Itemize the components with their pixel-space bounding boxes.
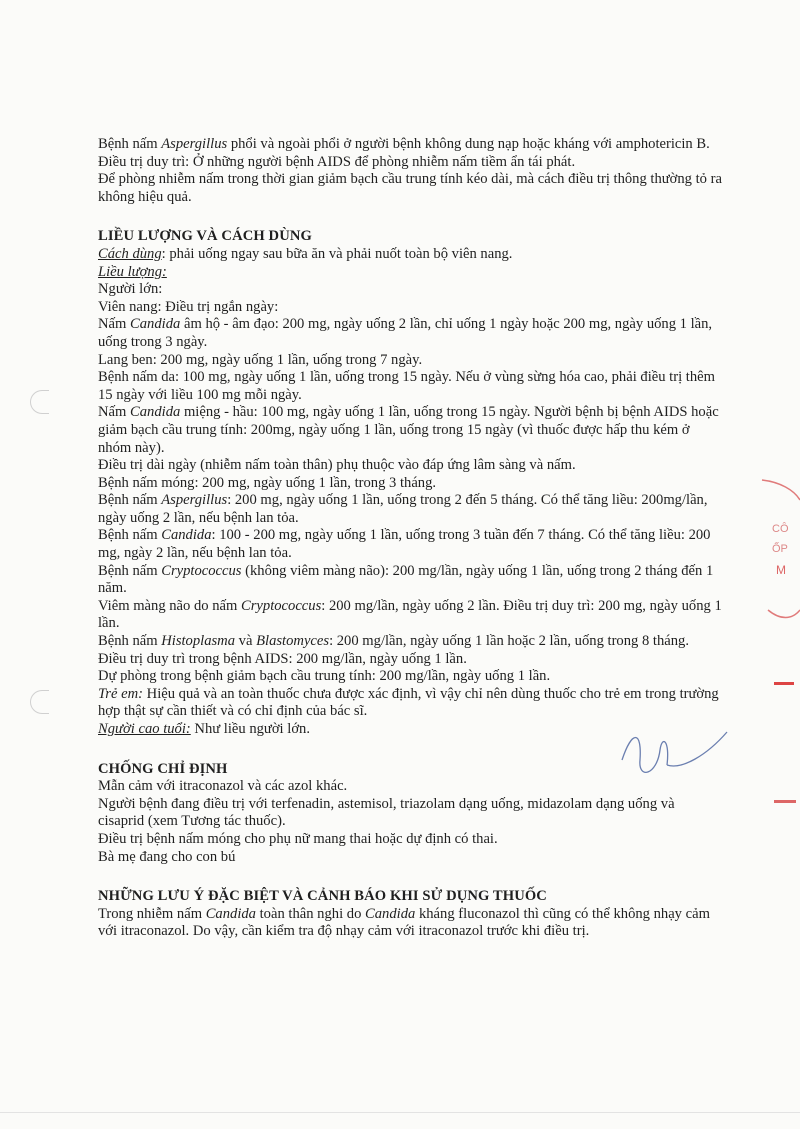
paragraph xyxy=(98,563,723,598)
dosage-heading: LIỀU LƯỢNG VÀ CÁCH DÙNG xyxy=(98,228,312,245)
paragraph xyxy=(98,154,723,172)
paragraph xyxy=(98,352,723,370)
text-run: Candida xyxy=(205,905,256,922)
paragraph xyxy=(98,633,723,651)
text-run: Candida xyxy=(130,316,181,333)
paragraph xyxy=(98,316,723,351)
text-run: toàn thân nghi do xyxy=(255,905,366,922)
text-run: phổi và ngoài phổi ở người bệnh không dung nạp hoặc kháng với amphotericin B. xyxy=(227,136,710,152)
text-run: Cryptococcus xyxy=(241,597,322,614)
svg-text:CÔ: CÔ xyxy=(772,523,789,535)
text-run: Nấm xyxy=(98,404,131,421)
text-run: Nấm xyxy=(98,316,131,333)
punch-hole-top xyxy=(30,390,49,414)
paragraph xyxy=(98,598,723,633)
svg-text:M: M xyxy=(776,563,786,577)
text-run: Dự phòng trong bệnh giảm bạch cầu trung tính: 200 mg/lần, ngày uống 1 lần. xyxy=(98,668,551,685)
text-run: Bà mẹ đang cho con bú xyxy=(98,848,236,865)
text-run: Người lớn: xyxy=(98,281,163,298)
warnings-section xyxy=(98,906,723,941)
text-run: Hiệu quả và an toàn thuốc chưa được xác định, vì vậy chỉ nên dùng thuốc cho trẻ em trong trường hợp thật sự cần thiết và có chỉ định của bác sĩ. xyxy=(98,685,719,720)
paragraph xyxy=(98,457,723,475)
paragraph xyxy=(98,796,723,831)
text-run: Trong nhiễm nấm xyxy=(98,905,206,922)
text-run: Người cao tuổi: xyxy=(98,721,191,737)
paragraph xyxy=(98,492,723,527)
document-page xyxy=(98,136,723,941)
signature-scribble xyxy=(612,720,732,790)
text-run: Liều lượng: xyxy=(98,263,167,280)
text-run: Bệnh nấm xyxy=(98,136,162,152)
text-run: Mẫn cảm với itraconazol và các azol khác. xyxy=(98,778,348,795)
text-run: Điều trị duy trì: Ở những người bệnh AIDS để phòng nhiễm nấm tiềm ẩn tái phát. xyxy=(98,153,576,170)
paragraph xyxy=(98,651,723,669)
text-run: Candida xyxy=(161,527,212,544)
svg-text:ỐP: ỐP xyxy=(772,543,788,555)
text-run: Điều trị bệnh nấm móng cho phụ nữ mang thai hoặc dự định có thai. xyxy=(98,830,498,847)
text-run: : 200 mg/lần, ngày uống 1 lần hoặc 2 lần, uống trong 8 tháng. xyxy=(329,633,689,650)
paragraph xyxy=(98,281,723,299)
text-run: Trẻ em: xyxy=(98,685,143,702)
dosage-section xyxy=(98,246,723,739)
text-run: Bệnh nấm da: 100 mg, ngày uống 1 lần, uống trong 15 ngày. Nếu ở vùng sừng hóa cao, phải điều trị thêm 15 ngày với liều 100 mg mỗi ngày. xyxy=(98,369,715,403)
paragraph xyxy=(98,264,723,282)
paragraph xyxy=(98,831,723,849)
text-run: Candida xyxy=(365,905,416,922)
text-run: Histoplasma xyxy=(161,633,236,650)
page-bottom-edge xyxy=(0,1112,800,1113)
indications-continued xyxy=(98,136,723,206)
text-run: Bệnh nấm xyxy=(98,633,162,650)
text-run: Cryptococcus xyxy=(161,562,242,579)
paragraph xyxy=(98,171,723,206)
text-run: Cách dùng xyxy=(98,245,162,262)
text-run: : 100 - 200 mg, ngày uống 1 lần, uống trong 3 tuần đến 7 tháng. Có thể tăng liều: 200 mg, ngày 2 lần, nếu bệnh lan tỏa. xyxy=(98,527,711,562)
paragraph xyxy=(98,299,723,317)
text-run: Bệnh nấm móng: 200 mg, ngày uống 1 lần, trong 3 tháng. xyxy=(98,474,437,491)
text-run: miệng - hầu: 100 mg, ngày uống 1 lần, uống trong 15 ngày. Người bệnh bị bệnh AIDS hoặc giảm bạch cầu trung tính: 200mg, ngày uống 1 lần, uống trong 15 ngày (vì thuốc được hấp thu kém ở nhóm này). xyxy=(98,404,719,456)
punch-hole-bottom xyxy=(30,690,49,714)
text-run: âm hộ - âm đạo: 200 mg, ngày uống 2 lần, chỉ uống 1 ngày hoặc 200 mg, ngày uống 1 lần, uống trong 3 ngày. xyxy=(98,316,713,350)
paragraph xyxy=(98,369,723,404)
text-run: kháng fluconazol thì cũng có thể không nhạy cảm với itraconazol. Do vậy, cần kiểm tra độ nhạy cảm với itraconazol trước khi điều trị. xyxy=(98,905,710,940)
text-run: Lang ben: 200 mg, ngày uống 1 lần, uống trong 7 ngày. xyxy=(98,351,423,368)
text-run: Bệnh nấm xyxy=(98,527,162,544)
text-run: Điều trị duy trì trong bệnh AIDS: 200 mg/lần, ngày uống 1 lần. xyxy=(98,650,467,667)
text-run: Bệnh nấm xyxy=(98,492,162,509)
paragraph xyxy=(98,668,723,686)
paragraph xyxy=(98,906,723,941)
text-run: Bệnh nấm xyxy=(98,562,162,579)
text-run: Điều trị dài ngày (nhiễm nấm toàn thân) phụ thuộc vào đáp ứng lâm sàng và nấm. xyxy=(98,457,576,474)
text-run: Để phòng nhiễm nấm trong thời gian giảm bạch cầu trung tính kéo dài, mà cách điều trị thông thường tỏ ra không hiệu quả. xyxy=(98,171,722,205)
text-run: Candida xyxy=(130,404,181,421)
text-run: Viêm màng não do nấm xyxy=(98,597,242,614)
paragraph xyxy=(98,404,723,457)
text-run: : 200 mg/lần, ngày uống 2 lần. Điều trị duy trì: 200 mg, ngày uống 1 lần. xyxy=(98,597,722,632)
contraindications-heading: CHỐNG CHỈ ĐỊNH xyxy=(98,760,228,777)
text-run: Blastomyces xyxy=(256,633,330,650)
text-run: (không viêm màng não): 200 mg/lần, ngày uống 1 lần, uống trong 2 tháng đến 1 năm. xyxy=(98,562,714,597)
text-run: Aspergillus xyxy=(161,492,228,509)
text-run: : 200 mg, ngày uống 1 lần, uống trong 2 đến 5 tháng. Có thể tăng liều: 200mg/lần, ngày uống 2 lần, nếu bệnh lan tỏa. xyxy=(98,492,708,526)
contraindications-section xyxy=(98,778,723,866)
paragraph xyxy=(98,686,723,721)
text-run: Aspergillus xyxy=(161,136,228,152)
paragraph xyxy=(98,136,723,154)
paragraph xyxy=(98,246,723,264)
warnings-heading: NHỮNG LƯU Ý ĐẶC BIỆT VÀ CẢNH BÁO KHI SỬ DỤNG THUỐC xyxy=(98,888,547,905)
paragraph xyxy=(98,849,723,867)
text-run: Như liều người lớn. xyxy=(190,721,310,737)
text-run: Người bệnh đang điều trị với terfenadin, astemisol, triazolam dạng uống, midazolam dạng uống và cisaprid (xem Tương tác thuốc). xyxy=(98,795,675,830)
paragraph xyxy=(98,527,723,562)
paragraph xyxy=(98,475,723,493)
text-run: Viên nang: Điều trị ngắn ngày: xyxy=(98,298,279,315)
text-run: : phải uống ngay sau bữa ăn và phải nuốt toàn bộ viên nang. xyxy=(161,245,513,262)
stamp-edge-mark xyxy=(760,470,800,830)
text-run: và xyxy=(235,633,257,650)
